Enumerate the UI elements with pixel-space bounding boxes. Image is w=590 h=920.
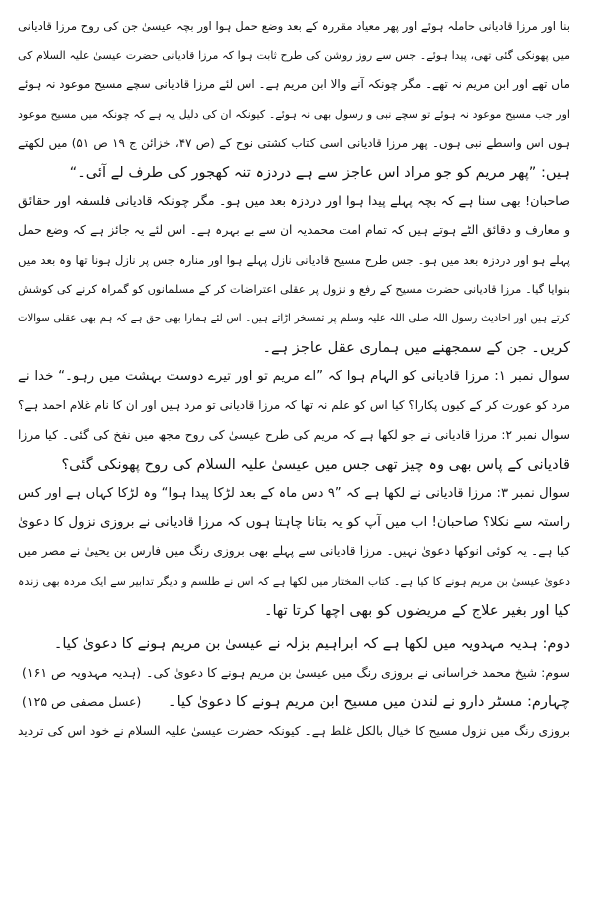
text-line: راستہ سے نکلا؟ صاحبان! اب میں آپ کو یہ بتانا چاہتا ہوں کہ مرزا قادیانی نے بروزی نزول کا دعویٰ	[18, 515, 570, 531]
claim-item-chaharum	[18, 687, 570, 716]
claim-text: دوم: ہدیہ مہدویہ میں لکھا ہے کہ ابراہیم بزلہ نے عیسیٰ بن مریم ہونے کا دعویٰ کیا۔	[53, 634, 570, 652]
text-line: کیا اور بغیر علاج کے مریضوں کو بھی اچھا کرتا تھا۔	[263, 601, 570, 619]
claim-text: سوم: شیخ محمد خراسانی نے بروزی رنگ میں عیسیٰ بن مریم ہونے کا دعویٰ کی۔	[146, 665, 570, 681]
question-line: سوال نمبر ۳: مرزا قادیانی نے لکھا ہے کہ ”۹ دس ماہ کے بعد لڑکا پیدا ہوا“ وہ لڑکا کہاں ہے اور کس	[18, 486, 570, 501]
book-page	[18, 12, 570, 746]
quote-line: ہیں: ”پھر مریم کو جو مراد اس عاجز سے ہے دردزہ تنہ کھجور کی طرف لے آئی۔“	[69, 163, 570, 181]
question-2	[18, 421, 570, 479]
claims-list	[18, 629, 570, 717]
claim-text: چہارم: مسٹر دارو نے لندن میں مسیح ابن مریم ہونے کا دعویٰ کیا۔	[168, 693, 570, 711]
text-line: میں پھونکی گئی تھی، پیدا ہوئے۔ جس سے روز روشن کی طرح ثابت ہوا کہ مرزا قادیانی حضرت عیسیٰ علیہ السلام کی	[18, 49, 570, 63]
text-line: پہلے ہو اور دردزہ بعد میں ہو۔ جس طرح مسیح قادیانی نازل پہلے ہوا اور منارہ جس پر نازل ہونا تھا وہ بعد میں	[18, 252, 570, 267]
question-3	[18, 479, 570, 625]
text-line: ہوں اس واسطے نبی ہوں۔ پھر مرزا قادیانی اسی کتاب کشتی نوح کے (ص ۴۷، خزائن ج ۱۹ ص ۵۱) میں لکھتے	[18, 135, 570, 150]
text-line: صاحبان! بھی سنا ہے کہ بچہ پہلے پیدا ہوا اور دردزہ بعد میں ہو۔ مگر چونکہ قادیانی فلسفہ اور حقائق	[18, 194, 570, 210]
text-line: کیا ہے۔ یہ کوئی انوکھا دعویٰ نہیں۔ مرزا قادیانی سے پہلے بھی بروزی رنگ میں فارس بن یحییٰ نے مصر میں	[18, 544, 570, 559]
question-line: سوال نمبر ۲: مرزا قادیانی نے جو لکھا ہے کہ مریم کی طرح عیسیٰ کی روح مجھ میں نفخ کی گئی۔ کیا مرزا	[18, 427, 570, 442]
closing-line: بروزی رنگ میں نزول مسیح کا خیال بالکل غلط ہے۔ کیونکہ حضرت عیسیٰ علیہ السلام نے خود اس کی تردید	[18, 723, 570, 738]
text-line: اور جب مسیح موعود نہ ہوئے تو سچے نبی و رسول بھی نہ ہوئے۔ کیونکہ ان کی دلیل یہ ہے کہ چونکہ میں مسیح موعود	[18, 107, 570, 121]
question-line: قادیانی کے پاس بھی وہ چیز تھی جس میں عیسیٰ علیہ السلام کی روح پھونکی گئی؟	[61, 455, 570, 473]
claim-reference: (عسل مصفی ص ۱۲۵)	[22, 694, 142, 710]
text-line: کرتے ہیں اور احادیث رسول اللہ صلی اللہ علیہ وسلم پر تمسخر اڑاتے ہیں۔ اس لئے ہمارا بھی حق ہے کہ ہم بھی عقلی سوالات	[18, 312, 570, 324]
text-line: ماں تھے اور ابن مریم نہ تھے۔ مگر چونکہ آنے والا ابن مریم ہے۔ اس لئے مرزا قادیانی سچے مسیح موعود نہ ہوئے	[18, 77, 570, 92]
claim-item-dom	[18, 629, 570, 658]
text-line: و معارف و دقائق الٹے ہوتے ہیں کہ تمام امت محمدیہ ان سے بے بہرہ ہے۔ اس لئے یہ جائز ہے کہ وضع حمل	[18, 223, 570, 238]
question-1	[18, 362, 570, 420]
paragraph-sahiban	[18, 187, 570, 362]
question-line: سوال نمبر ۱: مرزا قادیانی کو الہام ہوا کہ ”اے مریم تو اور تیرے دوست بہشت میں رہو۔“ خدا نے	[18, 369, 570, 385]
claim-item-soam	[18, 658, 570, 687]
text-line: دعویٰ عیسیٰ بن مریم ہونے کا کیا ہے۔ کتاب المختار میں لکھا ہے کہ اس نے طلسم و دیگر تدابیر سے ایک مردہ بھی زندہ	[18, 574, 570, 588]
question-line: مرد کو عورت کر کے کیوں پکارا؟ کیا اس کو علم نہ تھا کہ مرزا قادیانی تو مرد ہیں اور ان کا نام غلام احمد ہے؟	[18, 398, 570, 413]
text-line: بنوایا گیا۔ مرزا قادیانی حضرت مسیح کے رفع و نزول پر عقلی اعتراضات کر کے مسلمانوں کو گمراہ کرنے کی کوشش	[18, 282, 570, 296]
text-line: کریں۔ جن کے سمجھنے میں ہماری عقل عاجز ہے۔	[262, 339, 570, 357]
paragraph-intro	[18, 12, 570, 187]
text-line: بنا اور مرزا قادیانی حاملہ ہوئے اور پھر معیاد مقررہ کے بعد وضع حمل ہوا اور بچہ عیسیٰ جن کی روح مرزا قادیانی	[18, 19, 570, 33]
claim-reference: (ہدیہ مہدویہ ص ۱۶۱)	[22, 665, 142, 681]
